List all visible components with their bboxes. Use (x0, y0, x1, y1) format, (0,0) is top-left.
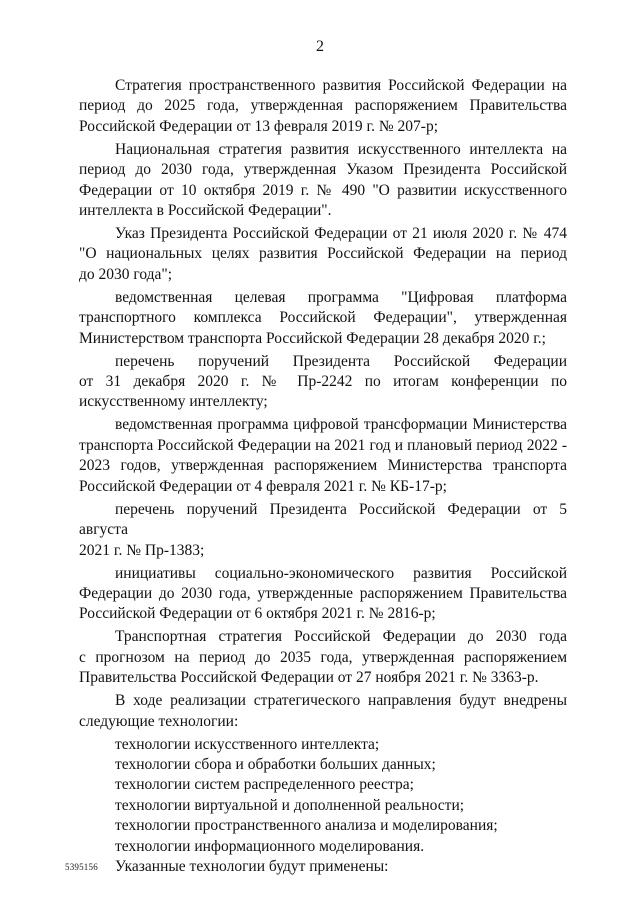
paragraph-line: транспорта Российской Федерации на 2021 год и плановый период 2022 - (79, 436, 567, 454)
paragraph-line: Российской Федерации от 4 февраля 2021 г. № КБ-17-р; (79, 477, 447, 495)
document-code: 5395156 (65, 862, 98, 872)
paragraph-line: до 2030 года"; (79, 265, 173, 283)
paragraph-line: с прогнозом на период до 2035 года, утвержденная распоряжением (79, 648, 567, 666)
technology-item: технологии информационного моделирования. (115, 837, 425, 855)
paragraph-line: Стратегия пространственного развития Российской Федерации на (115, 77, 567, 94)
paragraph-line: ведомственная целевая программа "Цифровая платформа (115, 288, 567, 306)
paragraph-line: перечень поручений Президента Российской Федерации (115, 352, 567, 370)
paragraph (79, 691, 567, 732)
technology-item: технологии систем распределенного реестра; (115, 776, 414, 794)
paragraph-line: Федерации от 10 октября 2019 г. № 490 "О развитии искусственного (79, 181, 567, 199)
paragraph-list (79, 76, 567, 732)
paragraph-line: перечень поручений Президента Российской Федерации от 5 августа (79, 500, 567, 539)
technology-item: технологии сбора и обработки больших данных; (115, 755, 436, 773)
paragraph (79, 415, 567, 497)
paragraph-line: следующие технологии: (79, 712, 239, 730)
paragraph-line: 2021 г. № Пр-1383; (79, 541, 205, 559)
paragraph (79, 288, 567, 349)
paragraph (79, 224, 567, 285)
technology-item: технологии искусственного интеллекта; (115, 735, 380, 753)
paragraph-line: Федерации до 2030 года, утвержденные распоряжением Правительства (79, 584, 567, 602)
paragraph-line: В ходе реализации стратегического направления будут внедрены (115, 692, 567, 710)
document-body (79, 76, 567, 877)
paragraph (79, 76, 567, 137)
paragraph-line: Транспортная стратегия Российской Федерации до 2030 года (115, 628, 567, 646)
paragraph-line: Министерством транспорта Российской Федерации 28 декабря 2020 г.; (79, 329, 546, 347)
closing-line: Указанные технологии будут применены: (115, 857, 389, 875)
paragraph (79, 564, 567, 625)
paragraph-line: искусственному интеллекту; (79, 393, 268, 411)
technology-list (79, 735, 567, 857)
paragraph-line: ведомственная программа цифровой трансформации Министерства (115, 416, 567, 434)
technology-item: технологии виртуальной и дополненной реальности; (115, 796, 465, 814)
paragraph-line: "О национальных целях развития Российской Федерации на период (79, 245, 567, 263)
paragraph (79, 500, 567, 561)
paragraph-line: Правительства Российской Федерации от 27 ноября 2021 г. № 3363-р. (79, 669, 539, 687)
paragraph-line: транспортного комплекса Российской Федерации", утвержденная (79, 309, 567, 327)
page-number: 2 (316, 38, 324, 55)
paragraph (79, 627, 567, 688)
paragraph-line: Российской Федерации от 6 октября 2021 г. № 2816-р; (79, 605, 436, 623)
paragraph (79, 140, 567, 222)
paragraph-line: Указ Президента Российской Федерации от 21 июля 2020 г. № 474 (115, 225, 567, 243)
paragraph-line: период до 2025 года, утвержденная распоряжением Правительства (79, 97, 567, 115)
paragraph-line: интеллекта в Российской Федерации". (79, 202, 332, 220)
paragraph (79, 352, 567, 413)
paragraph-line: от 31 декабря 2020 г. № Пр-2242 по итогам конференции по (79, 373, 567, 391)
paragraph-line: Российской Федерации от 13 февраля 2019 г. № 207-р; (79, 117, 439, 135)
technology-item: технологии пространственного анализа и моделирования; (115, 817, 498, 835)
paragraph-line: инициативы социально-экономического развития Российской (115, 564, 567, 582)
paragraph-line: период до 2030 года, утвержденная Указом Президента Российской (79, 161, 567, 179)
paragraph-line: 2023 годов, утвержденная распоряжением Министерства транспорта (79, 457, 567, 475)
paragraph-line: Национальная стратегия развития искусственного интеллекта на (115, 140, 567, 158)
